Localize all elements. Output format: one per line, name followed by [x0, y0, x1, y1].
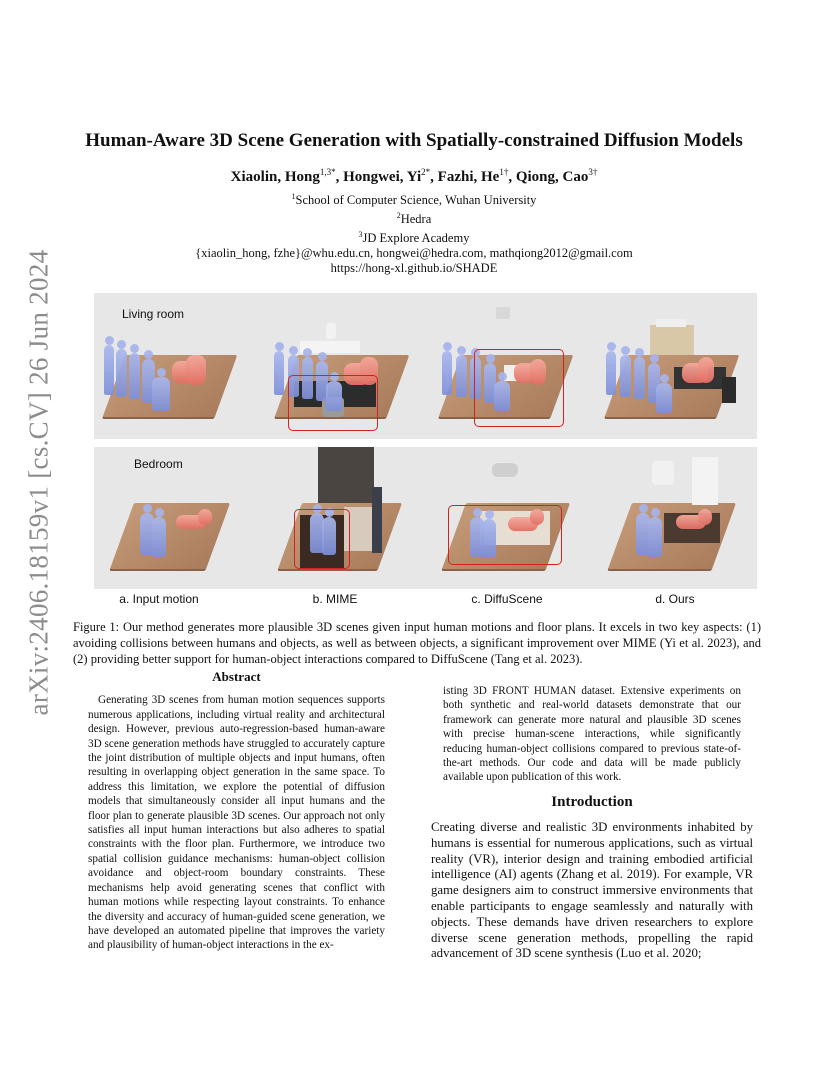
scene-ours-living [592, 293, 757, 439]
paper-title: Human-Aware 3D Scene Generation with Spatially-constrained Diffusion Models [85, 130, 743, 151]
scene-mime-living [260, 293, 425, 439]
introduction-heading: Introduction [551, 794, 633, 810]
scene-diffuscene-living [426, 293, 591, 439]
arxiv-watermark: arXiv:2406.18159v1 [cs.CV] 26 Jun 2024 [23, 249, 54, 715]
scene-input-motion-bedroom [94, 447, 259, 589]
living-room-panel [94, 293, 757, 439]
author-emails: {xiaolin_hong, fzhe}@whu.edu.cn, hongwei@hedra.com, mathqiong2012@gmail.com [195, 246, 633, 261]
affiliation: $^3$JD Explore Academy [358, 230, 470, 246]
subcaption-mime: b. MIME [312, 592, 358, 606]
author-name: Xiaolin, Hong [230, 169, 320, 185]
author-name: Fazhi, He [437, 169, 500, 185]
scene-input-motion-living [94, 293, 259, 439]
abstract-text: Generating 3D scenes from human motion sequences supports numerous applications, including virtual reality and architectural design. However, previous auto-regression-based human-aware 3D scene generation methods have struggled to accurately capture the joint distribution of multiple objects and input humans, often resulting in overlapping object generation in the same space. To address this limitation, we explore the potential of diffusion models that simultaneously consider all input humans and the floor plan to generate plausible 3D scenes. Our approach not only satisfies all input human interactions but also adheres to spatial constraints with the floor plan. Furthermore, we introduce two spatial collision guidance mechanisms: human-object collision avoidance and object-room boundary constraints. These mechanisms help avoid generating scenes that conflict with human motions while respecting layout constraints. To enhance the diversity and accuracy of human-guided scene generation, we have developed an automated pipeline that improves the variety and plausibility of human-object interactions in the ex- [88, 694, 385, 952]
abstract-section [88, 670, 385, 953]
affiliation: $^1$School of Computer Science, Wuhan University [291, 192, 537, 208]
author-name: Qiong, Cao [515, 169, 589, 185]
subcaption-input-motion: a. Input motion [119, 592, 199, 606]
abstract-continued [443, 684, 741, 785]
author-list: Xiaolin, Hong$^{1,3*}$, Hongwei, $Yi^{2*}$, Fazhi, $He^{1\dagger}$, Qiong, Cao$^{3\dagger}$ [230, 167, 598, 185]
scene-diffuscene-bedroom [426, 447, 591, 589]
figure-caption: Figure 1: Our method generates more plausible 3D scenes given input human motions and floor plans. It excels in two key aspects: (1) avoiding collisions between humans and objects, as well as between objects, a significant improvement over MIME (Yi et al. 2023), and (2) providing better support for human-object interactions compared to DiffuScene (Tang et al. 2023). [73, 620, 761, 666]
bedroom-panel [94, 447, 757, 589]
project-url[interactable]: https://hong-xl.github.io/SHADE [330, 261, 498, 276]
affiliations [60, 189, 768, 276]
affiliation: $^2$Hedra [396, 211, 432, 227]
abstract-heading: Abstract [212, 669, 261, 684]
author-name: Hongwei, Yi [343, 169, 422, 185]
scene-ours-bedroom [592, 447, 757, 589]
introduction-text: Creating diverse and realistic 3D environments inhabited by humans is essential for numerous applications, such as virtual reality (VR), interior design and training embodied artificial intelligence (AI) agents (Zhang et al. 2019). For example, VR game designers aim to construct immersive environments that enable participants to engage seamlessly and naturally with objects. These demands have driven researchers to explore diverse scene generation methods, propelling the rapid advancement of 3D scene synthesis (Luo et al. 2020; [431, 820, 753, 961]
row-label-bedroom: Bedroom [134, 457, 183, 471]
row-label-living-room: Living room [122, 307, 185, 321]
subcaption-ours: d. Ours [655, 592, 695, 606]
abstract-text-continued: isting 3D FRONT HUMAN dataset. Extensive experiments on both synthetic and real-world datasets demonstrate that our framework can generate more natural and plausible 3D scenes with precise human-scene interactions, while significantly reducing human-object collisions compared to previous state-of-the-art methods. Our code and data will be made publicly available upon publication of this work. [443, 685, 741, 784]
subcaption-diffuscene: c. DiffuScene [471, 592, 543, 606]
figure-1 [94, 293, 757, 615]
scene-mime-bedroom [260, 447, 425, 589]
